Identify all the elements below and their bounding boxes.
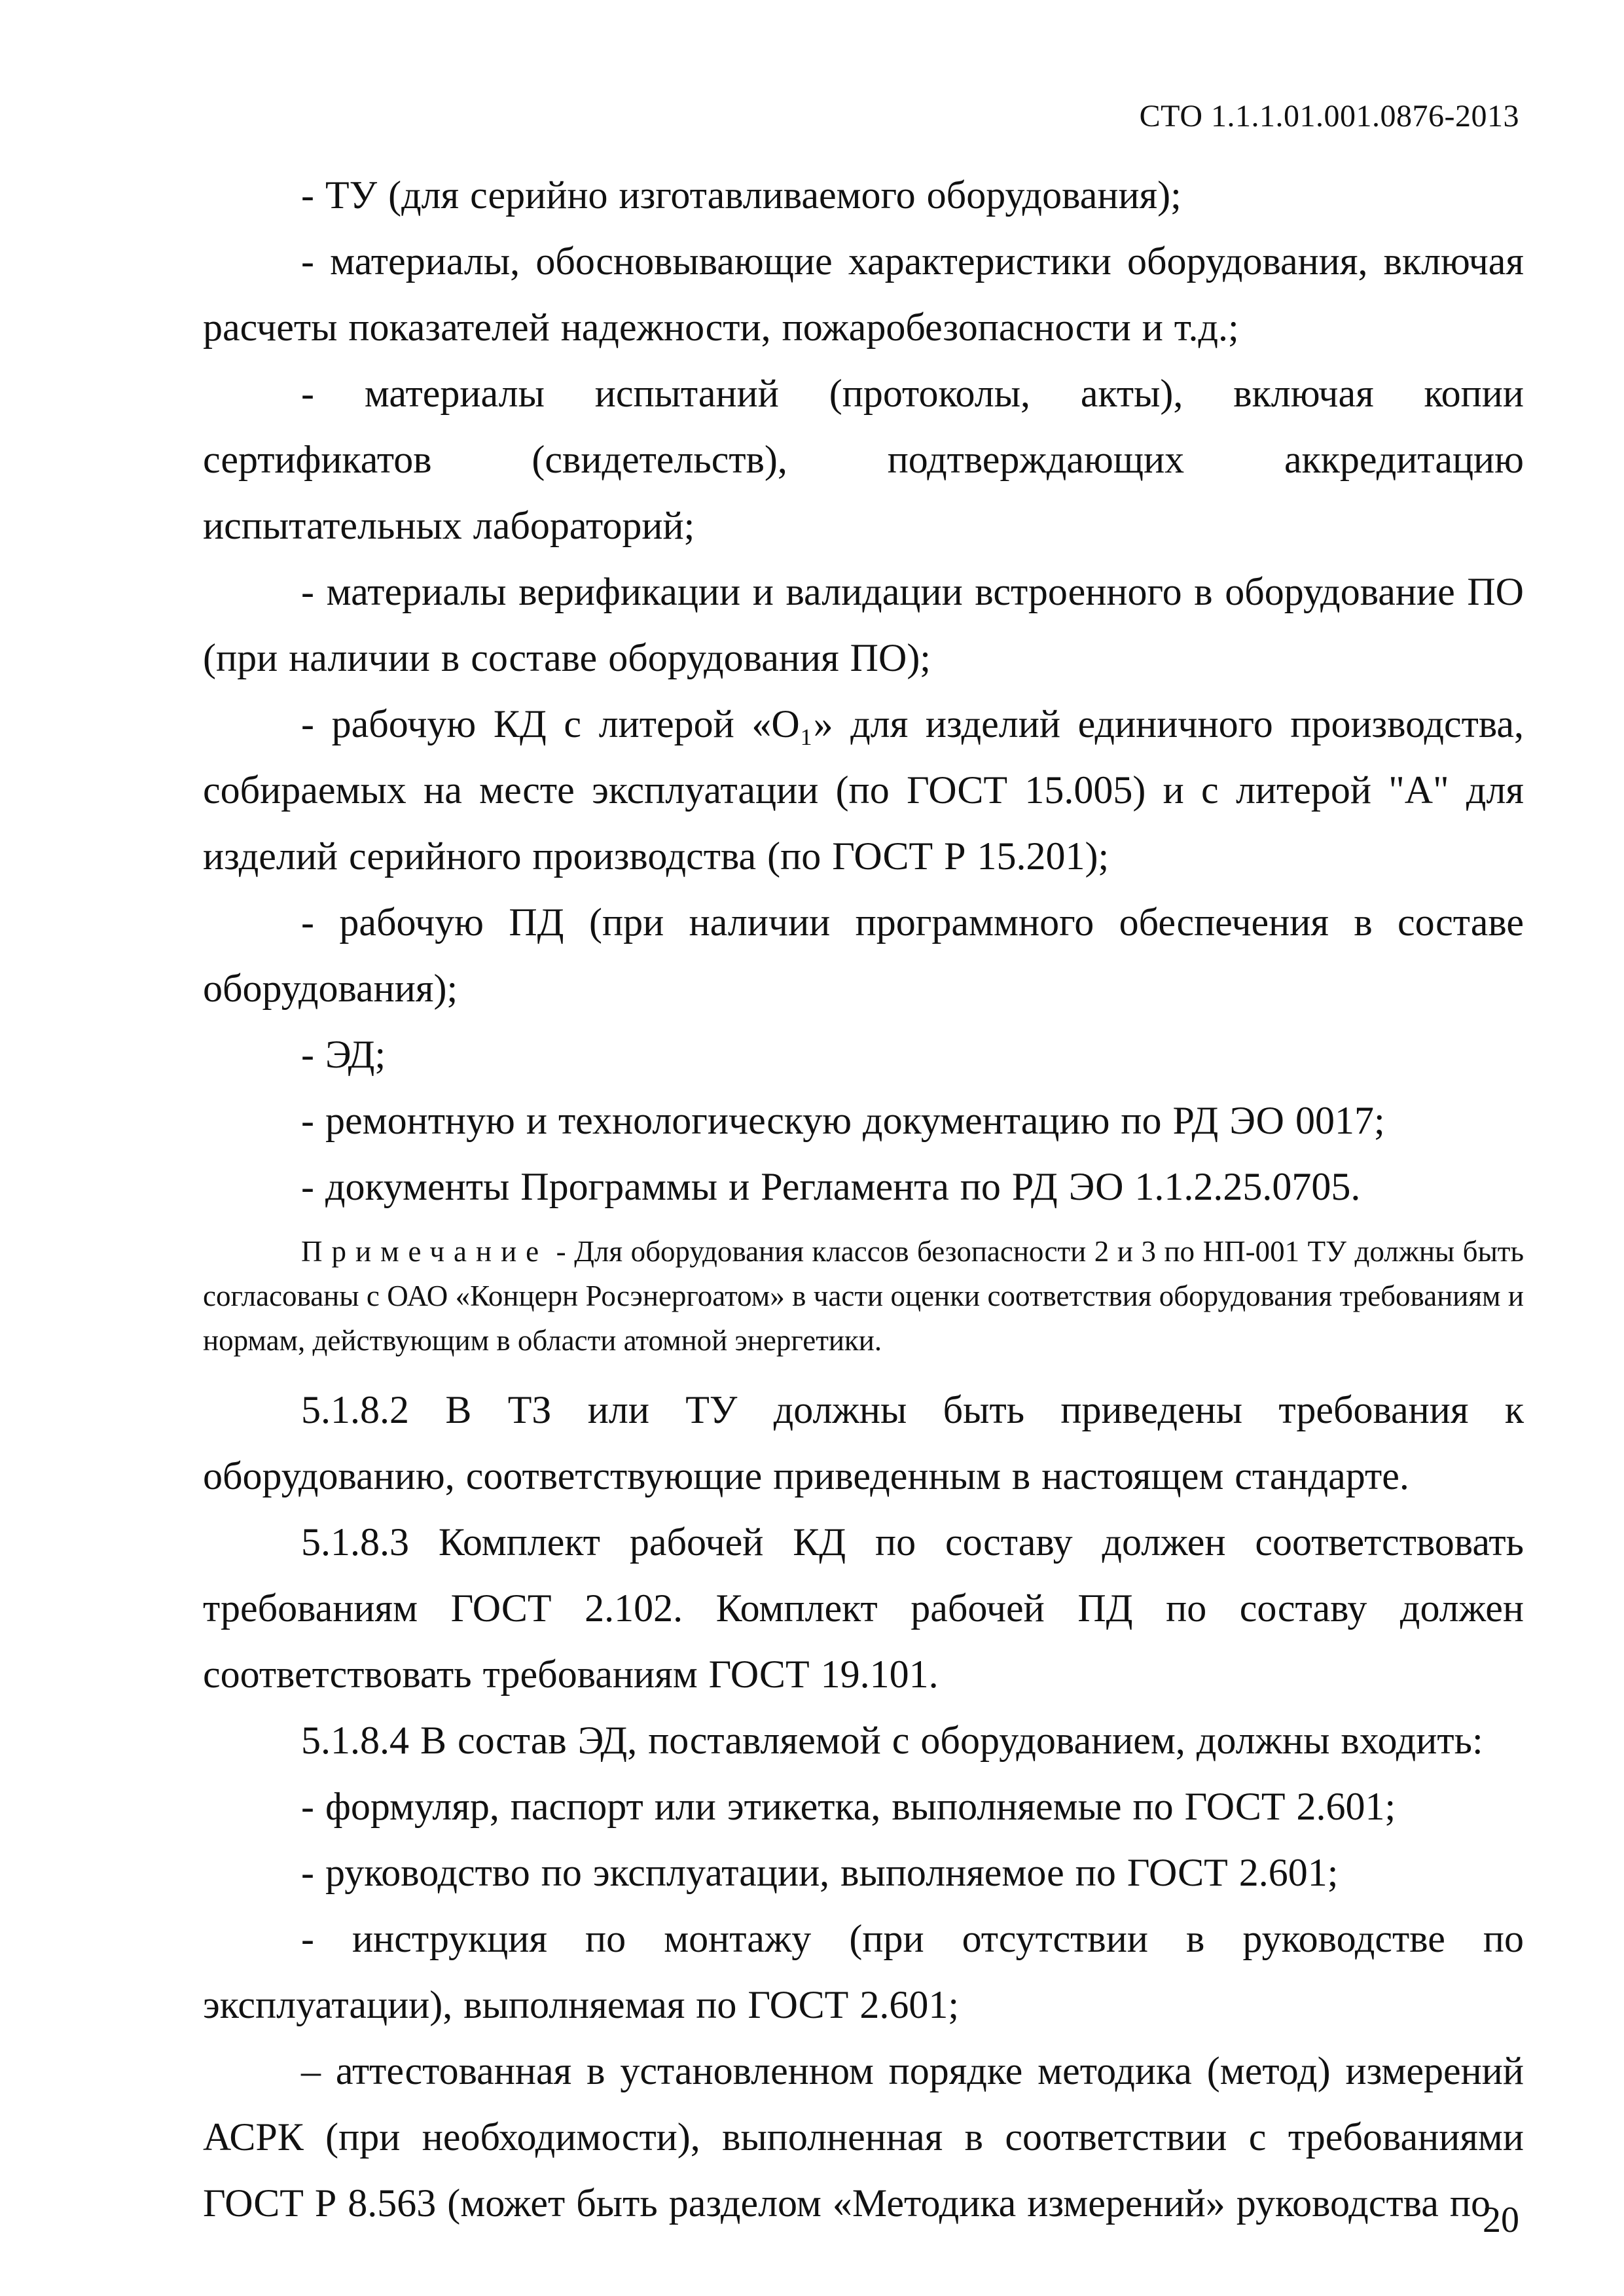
list-item: - документы Программы и Регламента по РД ЭО 1.1.2.25.0705.	[301, 1165, 1361, 1208]
list-item: - материалы испытаний (протоколы, акты), включая копии сертификатов (свидетельств), подтверждающих аккредитацию испытательных лабораторий;	[203, 372, 1524, 547]
list-item: - рабочую ПД (при наличии программного обеспечения в составе оборудования);	[203, 901, 1524, 1010]
list-item: - формуляр, паспорт или этикетка, выполняемые по ГОСТ 2.601;	[301, 1785, 1396, 1828]
list-item: - рабочую КД с литерой «О₁» для изделий единичного производства, собираемых на месте эксплуатации (по ГОСТ 15.005) и с литерой "А" для изделий серийного производства (по ГОСТ Р 15.201);	[203, 702, 1524, 878]
list-item: - руководство по эксплуатации, выполняемое по ГОСТ 2.601;	[301, 1851, 1339, 1894]
section-5-1-8-4: 5.1.8.4 В состав ЭД, поставляемой с оборудованием, должны входить:	[301, 1719, 1483, 1762]
list-item: - ЭД;	[301, 1033, 386, 1076]
document-code: СТО 1.1.1.01.001.0876-2013	[1139, 99, 1519, 134]
section-5-1-8-2: 5.1.8.2 В ТЗ или ТУ должны быть приведены требования к оборудованию, соответствующие приведенным в настоящем стандарте.	[203, 1388, 1524, 1498]
list-item: – аттестованная в установленном порядке методика (метод) измерений АСРК (при необходимости), выполненная в соответствии с требованиями ГОСТ Р 8.563 (может быть разделом «Методика измерений» руководства по	[203, 2049, 1524, 2225]
note-label: Примечание	[301, 1235, 549, 1268]
note-paragraph	[203, 1229, 1524, 1363]
note-text: - Для оборудования классов безопасности 2 и 3 по НП-001 ТУ должны быть согласованы с ОАО «Концерн Росэнергоатом» в части оценки соответствия оборудования требованиям и нормам, действующим в области атомной энергетики.	[203, 1235, 1524, 1357]
document-body	[203, 162, 1524, 2236]
list-item: - инструкция по монтажу (при отсутствии в руководстве по эксплуатации), выполняемая по ГОСТ 2.601;	[203, 1917, 1524, 2026]
page-number: 20	[1483, 2200, 1519, 2240]
list-item: - материалы, обосновывающие характеристики оборудования, включая расчеты показателей надежности, пожаробезопасности и т.д.;	[203, 240, 1524, 349]
list-item: - ремонтную и технологическую документацию по РД ЭО 0017;	[301, 1099, 1385, 1142]
list-item: - ТУ (для серийно изготавливаемого оборудования);	[301, 173, 1182, 217]
list-item: - материалы верификации и валидации встроенного в оборудование ПО (при наличии в составе оборудования ПО);	[203, 570, 1524, 679]
section-5-1-8-3: 5.1.8.3 Комплект рабочей КД по составу должен соответствовать требованиям ГОСТ 2.102. Комплект рабочей ПД по составу должен соответствовать требованиям ГОСТ 19.101.	[203, 1520, 1524, 1696]
